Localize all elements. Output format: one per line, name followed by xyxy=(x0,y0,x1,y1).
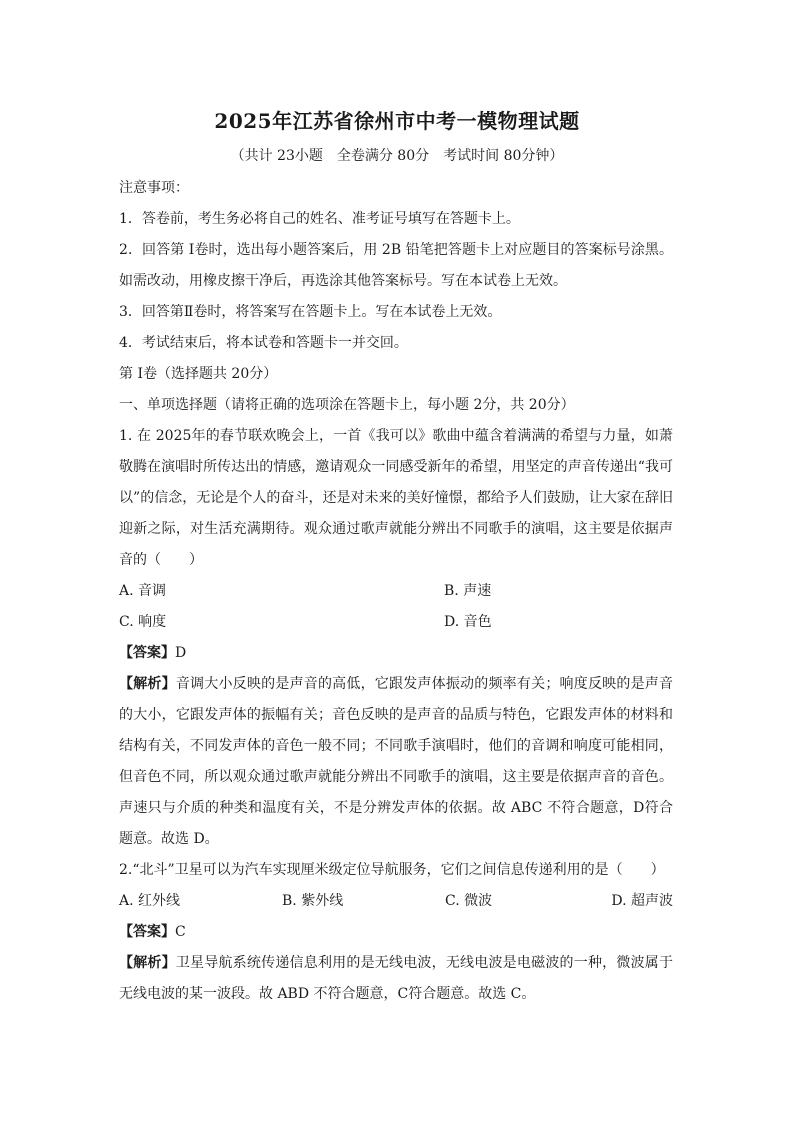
question-1-option-c: C. 响度 xyxy=(119,614,167,630)
question-2-options-row xyxy=(119,886,673,917)
notice-heading: 注意事项： xyxy=(119,180,189,196)
notice-item-4: 4．考试结束后，将本试卷和答题卡一并交回。 xyxy=(119,335,408,351)
question-2-analysis xyxy=(119,948,673,1010)
question-2-option-d: D. 超声波 xyxy=(611,893,673,909)
question-2-answer xyxy=(119,917,673,948)
question-2-option-c: C. 微波 xyxy=(445,893,493,909)
notice-item-3: 3．回答第Ⅱ卷时，将答案写在答题卡上。写在本试卷上无效。 xyxy=(119,304,502,320)
notice-item-1: 1．答卷前，考生务必将自己的姓名、准考证号填写在答题卡上。 xyxy=(119,211,520,227)
analysis-text: 音调大小反映的是声音的高低，它跟发声体振动的频率有关；响度反映的是声音的大小，它跟发声体的振幅有关；音色反映的是声音的品质与特色，它跟发声体的材料和结构有关，不同发声体的音色一般不同；不同歌手演唱时，他们的音调和响度可能相同，但音色不同，所以观众通过歌声就能分辨出不同歌手的演唱，这主要是依据声音的音色。声速只与介质的种类和温度有关，不是分辨发声体的依据。故 ABC 不符合题意，D符合题意。故选 D。 xyxy=(119,676,673,847)
page-subtitle: （共计 23小题 全卷满分 80分 考试时间 80分钟） xyxy=(230,148,564,164)
question-1-options-row-1 xyxy=(119,576,673,607)
part-title: 第 I卷（选择题共 20分） xyxy=(119,366,278,382)
exam-content xyxy=(119,173,673,1010)
notice-item-2: 2．回答第 I卷时，选出每小题答案后，用 2B 铅笔把答题卡上对应题目的答案标号涂黑。如需改动，用橡皮擦干净后，再选涂其他答案标号。写在本试卷上无效。 xyxy=(119,242,673,289)
analysis-label: 【解析】 xyxy=(119,955,176,971)
question-2-option-b: B. 紫外线 xyxy=(282,893,344,909)
question-1-analysis xyxy=(119,669,673,855)
answer-value: C xyxy=(175,924,186,940)
analysis-text: 卫星导航系统传递信息利用的是无线电波，无线电波是电磁波的一种，微波属于无线电波的某一波段。故 ABD 不符合题意，C符合题意。故选 C。 xyxy=(119,955,673,1002)
analysis-label: 【解析】 xyxy=(119,676,176,692)
answer-label: 【答案】 xyxy=(119,924,175,940)
page-title: 2025年江苏省徐州市中考一模物理试题 xyxy=(214,109,580,133)
question-2-stem: 2.“北斗”卫星可以为汽车实现厘米级定位导航服务，它们之间信息传递利用的是（ ） xyxy=(119,862,665,878)
question-1-option-b: B. 声速 xyxy=(444,583,492,599)
question-1-answer xyxy=(119,638,673,669)
section-heading: 一、单项选择题（请将正确的选项涂在答题卡上，每小题 2分，共 20分） xyxy=(119,397,575,413)
question-1-option-d: D. 音色 xyxy=(444,614,492,630)
answer-label: 【答案】 xyxy=(119,645,175,661)
question-1-options-row-2 xyxy=(119,607,673,638)
question-1-stem: 1. 在 2025年的春节联欢晚会上，一首《我可以》歌曲中蕴含着满满的希望与力量，如萧敬腾在演唱时所传达出的情感，邀请观众一同感受新年的希望，用坚定的声音传递出“我可以”的信念，无论是个人的奋斗，还是对未来的美好憧憬，都给予人们鼓励，让大家在辞旧迎新之际，对生活充满期待。观众通过歌声就能分辨出不同歌手的演唱，这主要是依据声音的（ ） xyxy=(119,428,673,568)
question-1-option-a: A. 音调 xyxy=(119,583,167,599)
answer-value: D xyxy=(175,645,187,661)
question-2-option-a: A. 红外线 xyxy=(119,893,181,909)
